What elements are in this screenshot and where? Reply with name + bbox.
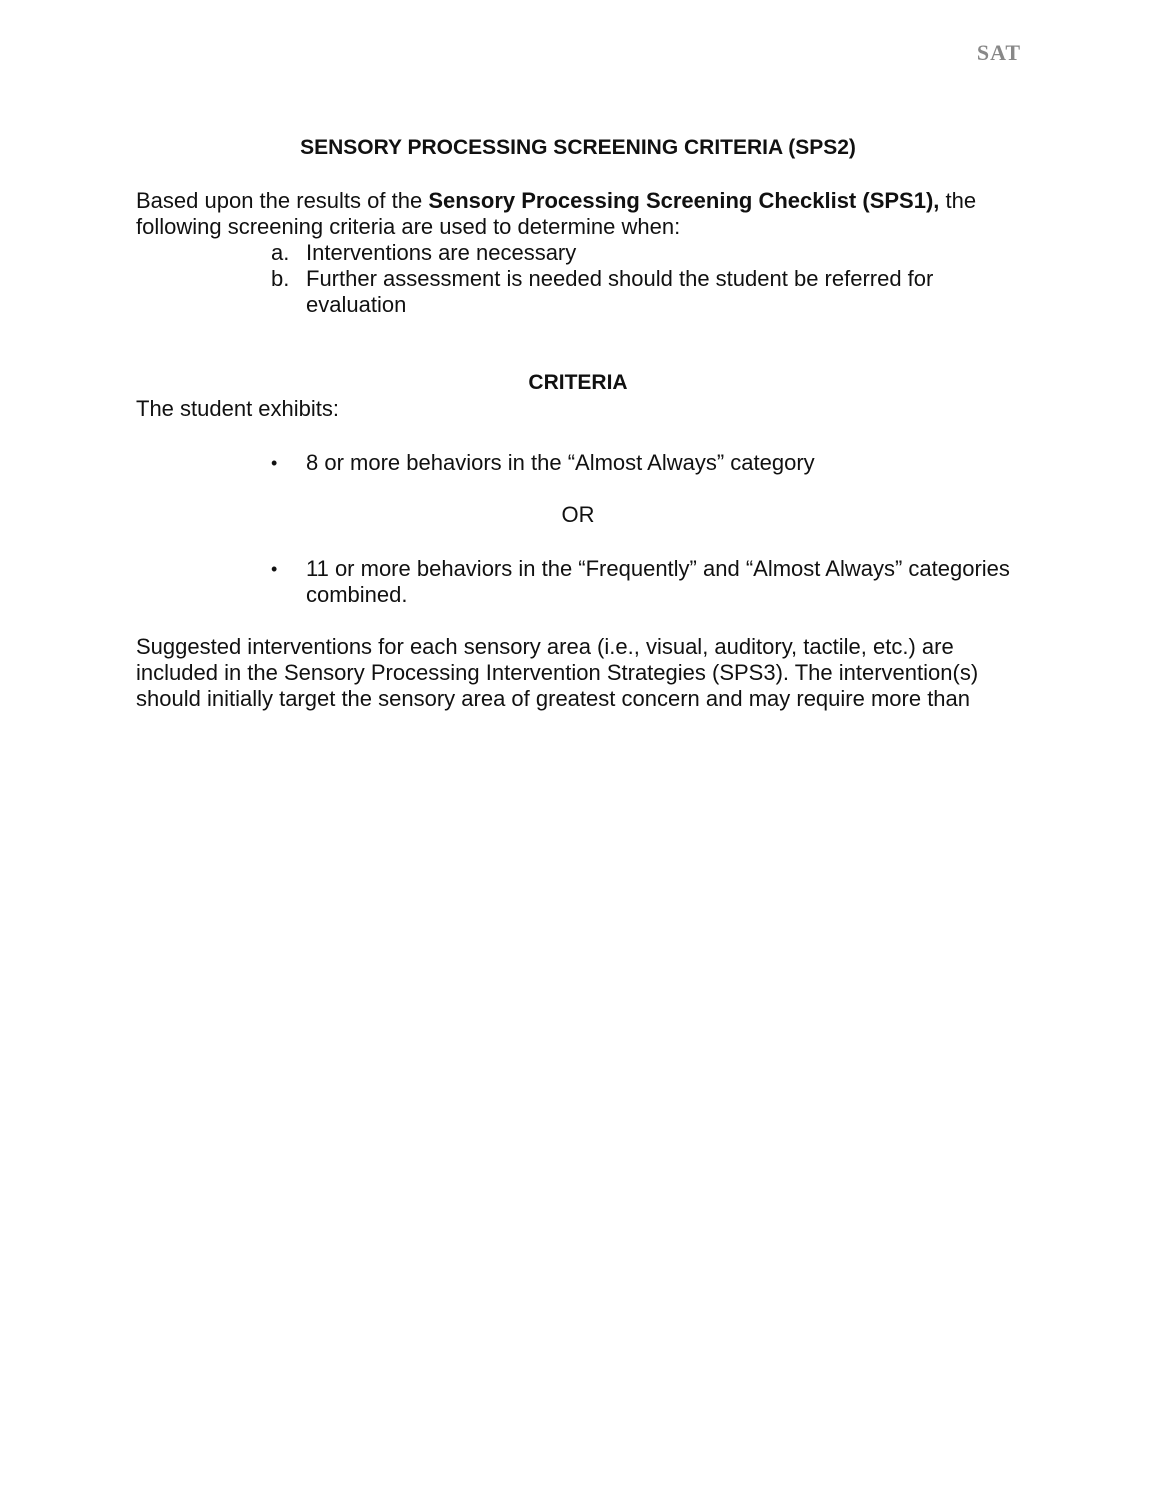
bullet-text: 8 or more behaviors in the “Almost Always” category	[306, 450, 815, 475]
intro-suffix: the following screening criteria are used to determine when:	[136, 188, 977, 239]
bullet-icon: •	[271, 453, 278, 473]
list-item	[271, 240, 1020, 266]
bullet-text: 11 or more behaviors in the “Frequently” and “Almost Always” categories combined.	[306, 556, 1010, 607]
criteria-bullet-2	[136, 556, 1020, 608]
criteria-bullet-1	[136, 450, 1020, 476]
document-title: SENSORY PROCESSING SCREENING CRITERIA (SPS2)	[300, 136, 856, 159]
list-item-text: Further assessment is needed should the student be referred for evaluation	[306, 266, 934, 317]
intro-paragraph	[136, 188, 1020, 240]
closing-paragraph: Suggested interventions for each sensory area (i.e., visual, auditory, tactile, etc.) are included in the Sensory Processing Intervention Strategies (SPS3). The intervention(s) should initially target the sensory area of greatest concern and may require more than	[136, 634, 979, 711]
intro-prefix: Based upon the results of the	[136, 188, 429, 213]
criteria-heading: CRITERIA	[528, 371, 628, 394]
document-body	[136, 132, 1020, 712]
list-marker: b.	[271, 266, 290, 291]
list-marker: a.	[271, 240, 290, 265]
page-code: SAT	[976, 40, 1021, 65]
or-separator: OR	[561, 502, 595, 527]
list-item	[271, 266, 1020, 318]
intro-checklist-name: Sensory Processing Screening Checklist (SPS1),	[428, 188, 940, 213]
bullet-icon: •	[271, 559, 278, 579]
conditions-list	[136, 240, 1020, 318]
criteria-lead-in: The student exhibits:	[136, 396, 340, 421]
list-item-text: Interventions are necessary	[306, 240, 577, 265]
